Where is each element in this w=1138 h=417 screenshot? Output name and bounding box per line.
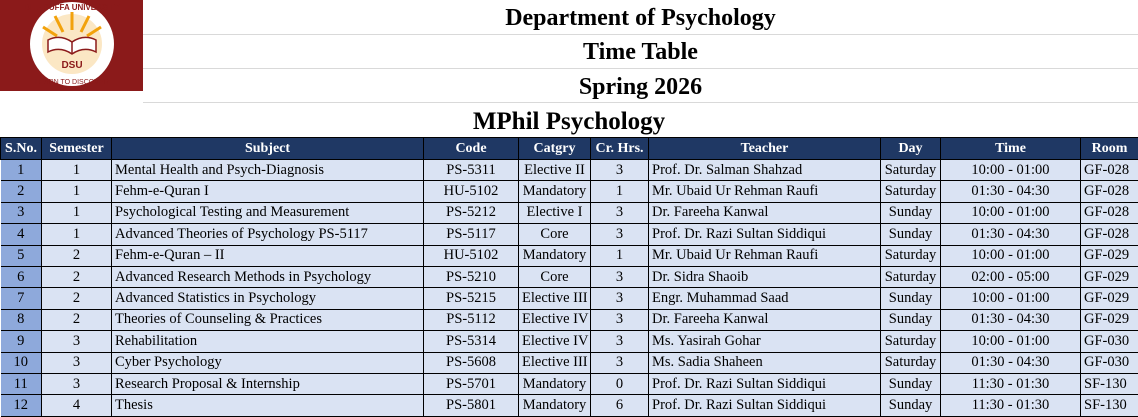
- cell-sno: 10: [1, 352, 42, 373]
- cell-teacher: Dr. Fareeha Kanwal: [649, 309, 881, 330]
- cell-sno: 6: [1, 266, 42, 287]
- table-row: [1, 373, 1138, 394]
- cell-teacher: Mr. Ubaid Ur Rehman Raufi: [649, 181, 881, 202]
- column-header-category: Catgry: [519, 138, 591, 160]
- cell-day: Sunday: [881, 202, 941, 223]
- cell-room: GF-029: [1081, 288, 1138, 309]
- cell-category: Core: [519, 266, 591, 287]
- column-header-room: Room: [1081, 138, 1138, 160]
- cell-day: Saturday: [881, 266, 941, 287]
- table-header-row: [1, 138, 1138, 160]
- cell-time: 10:00 - 01:00: [941, 331, 1081, 352]
- cell-credit-hours: 3: [591, 160, 649, 181]
- cell-day: Saturday: [881, 352, 941, 373]
- table-row: [1, 352, 1138, 373]
- cell-time: 01:30 - 04:30: [941, 309, 1081, 330]
- table-row: [1, 245, 1138, 266]
- cell-room: SF-130: [1081, 395, 1138, 416]
- cell-day: Sunday: [881, 288, 941, 309]
- cell-category: Elective IV: [519, 331, 591, 352]
- cell-credit-hours: 3: [591, 202, 649, 223]
- term-title: Spring 2026: [143, 69, 1138, 103]
- university-logo: [0, 0, 143, 91]
- timetable-table: [0, 137, 1138, 417]
- cell-code: HU-5102: [424, 181, 519, 202]
- cell-teacher: Ms. Yasirah Gohar: [649, 331, 881, 352]
- cell-sno: 7: [1, 288, 42, 309]
- cell-subject: Fehm-e-Quran – II: [112, 245, 424, 266]
- cell-time: 01:30 - 04:30: [941, 224, 1081, 245]
- cell-time: 10:00 - 01:00: [941, 202, 1081, 223]
- cell-credit-hours: 3: [591, 288, 649, 309]
- cell-sno: 5: [1, 245, 42, 266]
- cell-teacher: Prof. Dr. Razi Sultan Siddiqui: [649, 373, 881, 394]
- cell-credit-hours: 3: [591, 352, 649, 373]
- cell-code: PS-5701: [424, 373, 519, 394]
- table-row: [1, 288, 1138, 309]
- cell-sno: 11: [1, 373, 42, 394]
- cell-subject: Research Proposal & Internship: [112, 373, 424, 394]
- svg-text:DSU: DSU: [61, 60, 82, 71]
- column-header-teacher: Teacher: [649, 138, 881, 160]
- cell-day: Saturday: [881, 331, 941, 352]
- cell-day: Saturday: [881, 245, 941, 266]
- cell-semester: 2: [42, 309, 112, 330]
- table-row: [1, 160, 1138, 181]
- cell-credit-hours: 3: [591, 266, 649, 287]
- cell-category: Elective II: [519, 160, 591, 181]
- table-row: [1, 181, 1138, 202]
- cell-code: HU-5102: [424, 245, 519, 266]
- cell-sno: 8: [1, 309, 42, 330]
- column-header-code: Code: [424, 138, 519, 160]
- cell-subject: Fehm-e-Quran I: [112, 181, 424, 202]
- table-row: [1, 202, 1138, 223]
- cell-teacher: Mr. Ubaid Ur Rehman Raufi: [649, 245, 881, 266]
- cell-semester: 4: [42, 395, 112, 416]
- cell-room: GF-030: [1081, 352, 1138, 373]
- cell-subject: Mental Health and Psych-Diagnosis: [112, 160, 424, 181]
- cell-credit-hours: 0: [591, 373, 649, 394]
- cell-time: 10:00 - 01:00: [941, 245, 1081, 266]
- table-row: [1, 309, 1138, 330]
- cell-code: PS-5801: [424, 395, 519, 416]
- cell-code: PS-5314: [424, 331, 519, 352]
- cell-code: PS-5212: [424, 202, 519, 223]
- cell-credit-hours: 1: [591, 181, 649, 202]
- cell-code: PS-5215: [424, 288, 519, 309]
- cell-teacher: Prof. Dr. Razi Sultan Siddiqui: [649, 224, 881, 245]
- cell-day: Sunday: [881, 373, 941, 394]
- logo-emblem-icon: [0, 0, 143, 91]
- cell-semester: 2: [42, 266, 112, 287]
- cell-time: 01:30 - 04:30: [941, 181, 1081, 202]
- cell-category: Mandatory: [519, 245, 591, 266]
- cell-sno: 2: [1, 181, 42, 202]
- cell-teacher: Dr. Sidra Shaoib: [649, 266, 881, 287]
- column-header-semester: Semester: [42, 138, 112, 160]
- cell-subject: Advanced Research Methods in Psychology: [112, 266, 424, 287]
- table-row: [1, 395, 1138, 416]
- cell-category: Elective IV: [519, 309, 591, 330]
- cell-semester: 1: [42, 181, 112, 202]
- cell-room: GF-028: [1081, 181, 1138, 202]
- column-header-credit-hours: Cr. Hrs.: [591, 138, 649, 160]
- cell-room: GF-029: [1081, 266, 1138, 287]
- cell-room: GF-028: [1081, 160, 1138, 181]
- cell-semester: 2: [42, 245, 112, 266]
- cell-semester: 3: [42, 352, 112, 373]
- cell-sno: 12: [1, 395, 42, 416]
- cell-room: SF-130: [1081, 373, 1138, 394]
- cell-semester: 1: [42, 160, 112, 181]
- cell-credit-hours: 3: [591, 309, 649, 330]
- cell-day: Sunday: [881, 395, 941, 416]
- column-header-subject: Subject: [112, 138, 424, 160]
- cell-credit-hours: 1: [591, 245, 649, 266]
- table-body: [1, 160, 1138, 417]
- cell-code: PS-5117: [424, 224, 519, 245]
- document-title: Time Table: [143, 35, 1138, 69]
- cell-category: Elective III: [519, 352, 591, 373]
- cell-category: Mandatory: [519, 373, 591, 394]
- cell-subject: Advanced Theories of Psychology PS-5117: [112, 224, 424, 245]
- cell-room: GF-029: [1081, 245, 1138, 266]
- cell-teacher: Engr. Muhammad Saad: [649, 288, 881, 309]
- cell-code: PS-5210: [424, 266, 519, 287]
- cell-code: PS-5608: [424, 352, 519, 373]
- table-row: [1, 331, 1138, 352]
- cell-teacher: Prof. Dr. Razi Sultan Siddiqui: [649, 395, 881, 416]
- svg-text:LEARN TO DISCOVER: LEARN TO DISCOVER: [35, 79, 108, 86]
- cell-category: Core: [519, 224, 591, 245]
- cell-time: 11:30 - 01:30: [941, 373, 1081, 394]
- cell-room: GF-030: [1081, 331, 1138, 352]
- cell-subject: Theories of Counseling & Practices: [112, 309, 424, 330]
- cell-teacher: Prof. Dr. Salman Shahzad: [649, 160, 881, 181]
- cell-room: GF-028: [1081, 202, 1138, 223]
- cell-teacher: Dr. Fareeha Kanwal: [649, 202, 881, 223]
- cell-subject: Thesis: [112, 395, 424, 416]
- cell-time: 01:30 - 04:30: [941, 352, 1081, 373]
- cell-subject: Psychological Testing and Measurement: [112, 202, 424, 223]
- cell-credit-hours: 3: [591, 331, 649, 352]
- cell-sno: 9: [1, 331, 42, 352]
- cell-time: 02:00 - 05:00: [941, 266, 1081, 287]
- cell-code: PS-5112: [424, 309, 519, 330]
- column-header-time: Time: [941, 138, 1081, 160]
- cell-sno: 3: [1, 202, 42, 223]
- cell-day: Saturday: [881, 181, 941, 202]
- department-title: Department of Psychology: [143, 0, 1138, 35]
- cell-time: 10:00 - 01:00: [941, 288, 1081, 309]
- cell-category: Mandatory: [519, 395, 591, 416]
- cell-subject: Advanced Statistics in Psychology: [112, 288, 424, 309]
- cell-semester: 3: [42, 331, 112, 352]
- cell-sno: 1: [1, 160, 42, 181]
- cell-category: Elective I: [519, 202, 591, 223]
- cell-category: Elective III: [519, 288, 591, 309]
- cell-credit-hours: 6: [591, 395, 649, 416]
- cell-day: Sunday: [881, 224, 941, 245]
- cell-teacher: Ms. Sadia Shaheen: [649, 352, 881, 373]
- cell-day: Saturday: [881, 160, 941, 181]
- column-header-day: Day: [881, 138, 941, 160]
- cell-semester: 1: [42, 202, 112, 223]
- cell-semester: 1: [42, 224, 112, 245]
- cell-time: 10:00 - 01:00: [941, 160, 1081, 181]
- cell-category: Mandatory: [519, 181, 591, 202]
- cell-semester: 3: [42, 373, 112, 394]
- cell-room: GF-029: [1081, 309, 1138, 330]
- cell-room: GF-028: [1081, 224, 1138, 245]
- table-row: [1, 224, 1138, 245]
- cell-sno: 4: [1, 224, 42, 245]
- cell-day: Sunday: [881, 309, 941, 330]
- svg-text:DHA SUFFA UNIVERSITY: DHA SUFFA UNIVERSITY: [24, 3, 120, 12]
- program-title: MPhil Psychology: [0, 103, 1138, 137]
- cell-time: 11:30 - 01:30: [941, 395, 1081, 416]
- column-header-sno: S.No.: [1, 138, 42, 160]
- table-row: [1, 266, 1138, 287]
- cell-semester: 2: [42, 288, 112, 309]
- cell-code: PS-5311: [424, 160, 519, 181]
- cell-subject: Rehabilitation: [112, 331, 424, 352]
- cell-credit-hours: 3: [591, 224, 649, 245]
- cell-subject: Cyber Psychology: [112, 352, 424, 373]
